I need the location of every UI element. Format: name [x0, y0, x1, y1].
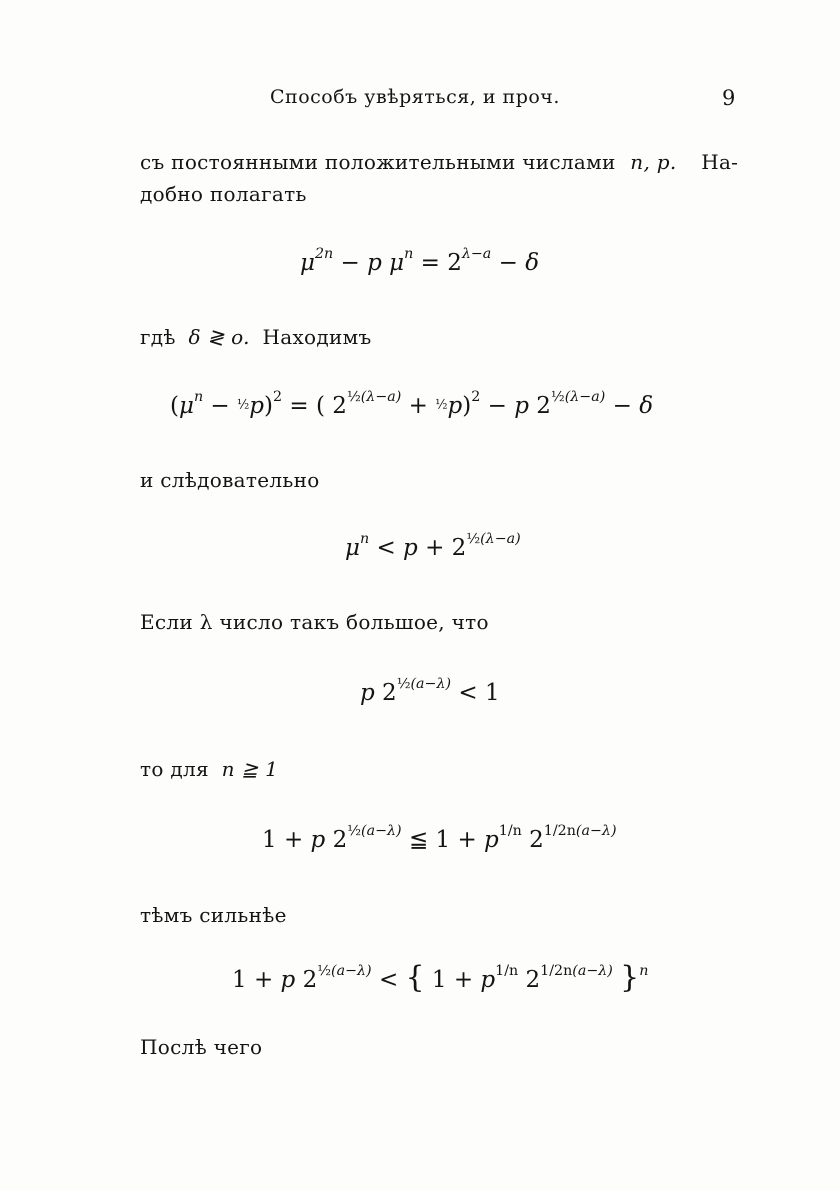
page-number: 9 — [722, 86, 736, 110]
text-fragment: гдѣ — [140, 325, 176, 349]
equation-1: $\mu^{2n} - p$ $\mu^n = 2^{\lambda-a} - \delta$ — [300, 245, 540, 276]
running-header: Способъ увѣряться, и проч. — [270, 86, 560, 108]
equation-6: 1 + p $2^{\frac{1}{2}(a-\lambda)}$ < { $1 + p^{1/n}$ $2^{1/2n(a-\lambda)}$ }$^n$ — [232, 960, 649, 995]
text-fragment: то для — [140, 757, 209, 781]
condition-n: n ≧ 1 — [221, 757, 279, 781]
text-line-where — [140, 325, 372, 349]
text-fragment: съ постоянными положительными числами — [140, 150, 616, 174]
hyphenated-word: На- — [701, 150, 739, 174]
text-line-2: добно полагать — [140, 182, 307, 206]
text-line-1 — [140, 150, 738, 174]
text-line-after: Послѣ чего — [140, 1035, 263, 1059]
equation-4: p $2^{\frac{1}{2}(a-\lambda)} < 1$ — [360, 675, 500, 706]
text-fragment: Находимъ — [262, 325, 372, 349]
text-line-for-n — [140, 757, 278, 781]
variables-n-p: n, p. — [630, 150, 677, 174]
equation-5: 1 + p $2^{\frac{1}{2}(a-\lambda)}$ ≦ $1 + p^{1/n}$ $2^{1/2n(a-\lambda)}$ — [262, 822, 617, 853]
equation-2: ($\mu^n$ − ½p)$^2$ = ( $2^{\frac{1}{2}(\lambda-a)}$ + ½p)$^2$ − p $2^{\frac{1}{2}(\lambda-a)} - \delta$ — [170, 388, 654, 419]
condition-delta: δ ≷ o. — [188, 325, 250, 349]
text-line-stronger: тѣмъ сильнѣе — [140, 903, 287, 927]
text-line-consequently: и слѣдовательно — [140, 468, 320, 492]
text-line-if-lambda: Если λ число такъ большое, что — [140, 610, 489, 634]
equation-3: $\mu^n < p + 2^{\frac{1}{2}(\lambda-a)}$ — [345, 530, 521, 561]
